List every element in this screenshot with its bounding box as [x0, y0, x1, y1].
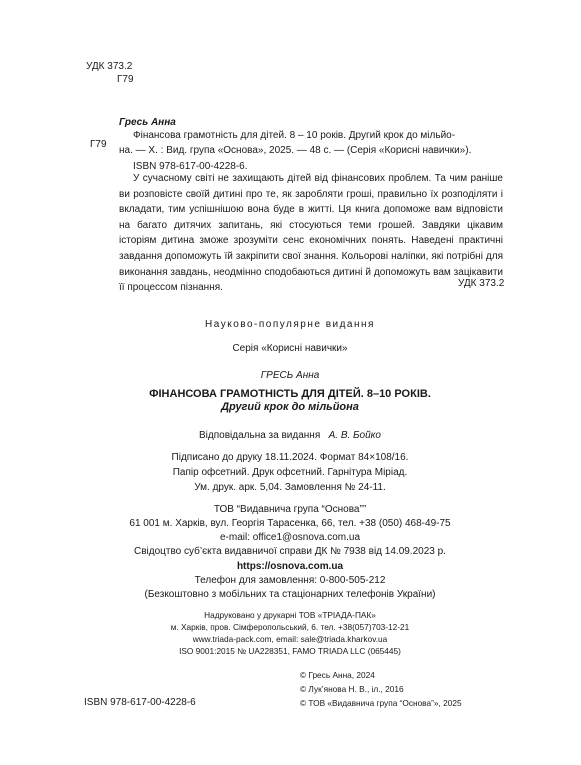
email-line: [90, 533, 490, 543]
udk-footer: УДК 373.2: [458, 278, 505, 289]
copyright-1: © Гресь Анна, 2024: [300, 670, 375, 680]
print-line-2: Папір офсетний. Друк офсетний. Гарнітура Мірiад.: [172, 467, 408, 478]
responsible-name: А. В. Бойко: [328, 430, 381, 441]
copyright-2: © Лук’янова Н. В., іл., 2016: [300, 684, 404, 694]
isbn-line: ISBN 978-617-00-4228-6.: [133, 161, 248, 172]
author-heading: Гресь Анна: [119, 117, 176, 128]
edition-type: Науково-популярне видання: [205, 319, 375, 330]
udk-header: УДК 373.2: [86, 61, 133, 72]
copyright-3: © ТОВ «Видавнича група “Основа”», 2025: [300, 698, 462, 708]
class-code-side: Г79: [90, 139, 107, 150]
publisher-name: ТОВ “Видавнича група “Основа””: [213, 504, 367, 515]
class-code-header: Г79: [117, 74, 134, 85]
isbn-footer: ISBN 978-617-00-4228-6: [84, 697, 196, 708]
responsible-label: Відповідальна за видання: [199, 430, 321, 441]
printer-line-4: ISO 9001:2015 № UA228351, FAMO TRIADA LLC (065445): [179, 646, 401, 656]
author-caps: ГРЕСЬ Анна: [260, 370, 320, 381]
bib-line-2: на. — Х. : Вид. група «Основа», 2025. — 48 с. — (Серія «Корисні навички»).: [119, 145, 472, 156]
publisher-address: 61 001 м. Харків, вул. Георгія Тарасенка, 66, тел. +38 (050) 468-49-75: [129, 518, 451, 529]
print-line-3: Ум. друк. арк. 5,04. Замовлення № 24-11.: [194, 482, 386, 493]
book-title: ФІНАНСОВА ГРАМОТНІСТЬ ДЛЯ ДІТЕЙ. 8–10 РОКІВ.: [149, 388, 431, 400]
printer-line-1: Надруковано у друкарні ТОВ «ТРІАДА-ПАК»: [204, 610, 376, 620]
annotation: У сучасному світі не захищають дітей від фінансових проблем. Та чим раніше ви розповісте своїй дитині про те, як заробляти гроші, правильно їх розподіляти і вкладати, тим успішнішою вона буде в житті. Ця книга допоможе вам відповісти на багато дитячих запитань, які стосуються теми грошей. Завдяки цікавим історіям дитина зможе зрозуміти сенс економічних понять. Наведені практичні завдання допоможуть їй закріпити свої знання. Кольорові наліпки, які потрібні для виконання завдань, неодмінно сподобаються дитині й допоможуть вам зацікавити її процессом пізнання.: [119, 173, 503, 294]
printer-line-2: м. Харків, пров. Сімферопольський, 6. тел. +38(057)703-12-21: [170, 622, 410, 632]
email-value: office1@osnova.com.ua: [252, 532, 361, 543]
bib-line-1: Фінансова грамотність для дітей. 8 – 10 років. Другий крок до мільйо-: [133, 130, 456, 141]
website: https://osnova.com.ua: [236, 561, 344, 572]
order-phone: Телефон для замовлення: 0-800-505-212: [194, 575, 386, 586]
email-label: e-mail:: [219, 532, 250, 543]
responsible-editor: [90, 431, 490, 441]
order-phone-note: (Безкоштовно з мобільних та стаціонарних телефонів України): [144, 589, 436, 600]
book-subtitle: Другий крок до мільйона: [221, 401, 359, 413]
certificate: Свідоцтво суб’єкта видавничої справи ДК № 7938 від 14.09.2023 р.: [134, 546, 446, 557]
printer-line-3: www.triada-pack.com, email: sale@triada.kharkov.ua: [192, 634, 388, 644]
series: Серія «Корисні навички»: [232, 343, 348, 354]
print-line-1: Підписано до друку 18.11.2024. Формат 84×108/16.: [171, 452, 409, 463]
